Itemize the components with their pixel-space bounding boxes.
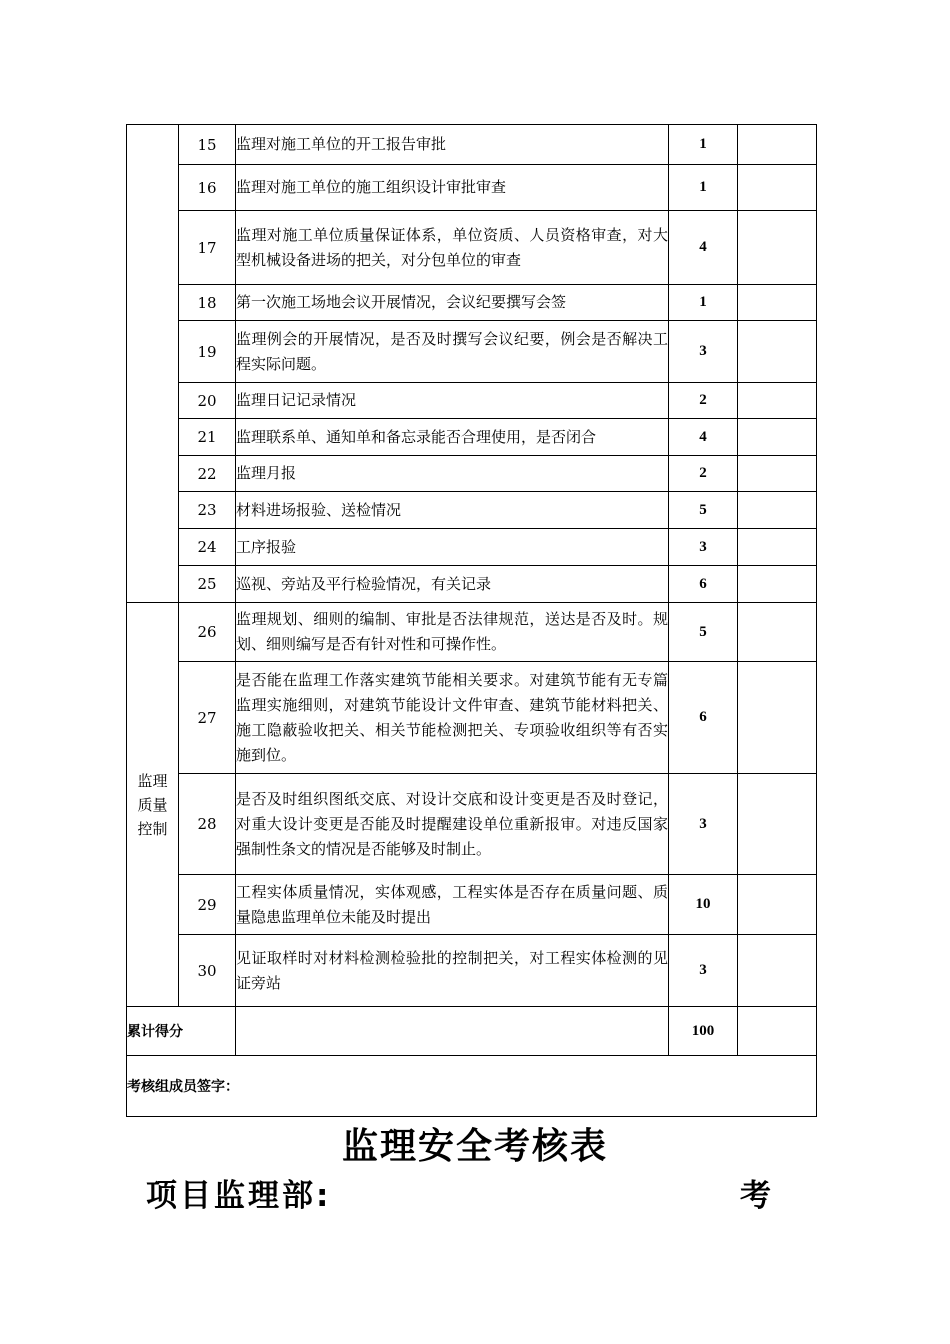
total-label: 累计得分 [127,1007,236,1056]
item-description: 监理联系单、通知单和备忘录能否合理使用，是否闭合 [236,419,669,456]
item-description: 监理对施工单位的开工报告审批 [236,125,669,165]
item-score: 5 [669,492,738,529]
item-score: 2 [669,456,738,492]
item-description: 是否及时组织图纸交底、对设计交底和设计变更是否及时登记，对重大设计变更是否能及时提醒建设单位重新报审。对违反国家强制性条文的情况是否能够及时制止。 [236,774,669,875]
item-score: 10 [669,875,738,935]
table-row [127,321,817,383]
table-row [127,875,817,935]
item-number: 23 [179,492,236,529]
item-description: 监理日记记录情况 [236,383,669,419]
total-row [127,1007,817,1056]
score-input-cell[interactable] [738,875,817,935]
assessment-table [126,124,817,1117]
item-description: 监理规划、细则的编制、审批是否法律规范，送达是否及时。规划、细则编写是否有针对性和可操作性。 [236,603,669,662]
project-dept-label: 项目监理部: [146,1178,332,1214]
item-description: 材料进场报验、送检情况 [236,492,669,529]
score-input-cell[interactable] [738,211,817,285]
score-input-cell[interactable] [738,566,817,603]
item-score: 3 [669,529,738,566]
item-score: 1 [669,125,738,165]
item-score: 4 [669,211,738,285]
item-score: 1 [669,165,738,211]
page-title: 监理安全考核表 [341,1126,608,1167]
item-number: 28 [179,774,236,875]
total-score: 100 [669,1007,738,1056]
table-row [127,456,817,492]
table-row [127,285,817,321]
item-number: 20 [179,383,236,419]
score-input-cell[interactable] [738,165,817,211]
item-description: 巡视、旁站及平行检验情况，有关记录 [236,566,669,603]
item-description: 工程实体质量情况，实体观感，工程实体是否存在质量问题、质量隐患监理单位未能及时提出 [236,875,669,935]
table-row [127,165,817,211]
signature-row [127,1056,817,1117]
item-score: 1 [669,285,738,321]
item-number: 25 [179,566,236,603]
table-row [127,419,817,456]
item-number: 29 [179,875,236,935]
item-number: 17 [179,211,236,285]
score-input-cell[interactable] [738,321,817,383]
table-row [127,662,817,774]
table-row [127,492,817,529]
table-row [127,383,817,419]
item-number: 22 [179,456,236,492]
item-description: 第一次施工场地会议开展情况，会议纪要撰写会签 [236,285,669,321]
item-score: 5 [669,603,738,662]
score-input-cell[interactable] [738,774,817,875]
item-number: 24 [179,529,236,566]
item-description: 监理对施工单位质量保证体系，单位资质、人员资格审查，对大型机械设备进场的把关，对分包单位的审查 [236,211,669,285]
category-cell-blank [127,125,179,603]
score-input-cell[interactable] [738,383,817,419]
item-description: 监理月报 [236,456,669,492]
score-input-cell[interactable] [738,456,817,492]
score-input-cell[interactable] [738,529,817,566]
category-label: 监理质量控制 [137,771,168,838]
table-row [127,774,817,875]
item-score: 6 [669,662,738,774]
item-description: 监理对施工单位的施工组织设计审批审查 [236,165,669,211]
score-input-cell[interactable] [738,935,817,1007]
score-input-cell[interactable] [738,662,817,774]
category-quality-control [127,603,179,1007]
item-number: 18 [179,285,236,321]
item-description: 工序报验 [236,529,669,566]
item-number: 16 [179,165,236,211]
item-number: 15 [179,125,236,165]
table-row [127,125,817,165]
item-number: 21 [179,419,236,456]
item-number: 30 [179,935,236,1007]
item-score: 4 [669,419,738,456]
score-input-cell[interactable] [738,492,817,529]
total-blank-cell [236,1007,669,1056]
item-description: 监理例会的开展情况，是否及时撰写会议纪要，例会是否解决工程实际问题。 [236,321,669,383]
table-row [127,566,817,603]
item-description: 是否能在监理工作落实建筑节能相关要求。对建筑节能有无专篇监理实施细则，对建筑节能设计文件审查、建筑节能材料把关、施工隐蔽验收把关、相关节能检测把关、专项验收组织等有否实施到位。 [236,662,669,774]
table-row [127,211,817,285]
score-input-cell[interactable] [738,603,817,662]
item-score: 3 [669,321,738,383]
item-score: 3 [669,935,738,1007]
item-description: 见证取样时对材料检测检验批的控制把关，对工程实体检测的见证旁站 [236,935,669,1007]
score-input-cell[interactable] [738,125,817,165]
item-number: 19 [179,321,236,383]
table-row [127,603,817,662]
item-score: 6 [669,566,738,603]
score-input-cell[interactable] [738,285,817,321]
item-score: 3 [669,774,738,875]
table-row [127,529,817,566]
truncated-text: 考 [740,1178,771,1214]
table-row [127,935,817,1007]
total-input-cell[interactable] [738,1007,817,1056]
item-number: 26 [179,603,236,662]
item-score: 2 [669,383,738,419]
item-number: 27 [179,662,236,774]
signature-field[interactable]: 考核组成员签字： [127,1056,817,1117]
score-input-cell[interactable] [738,419,817,456]
